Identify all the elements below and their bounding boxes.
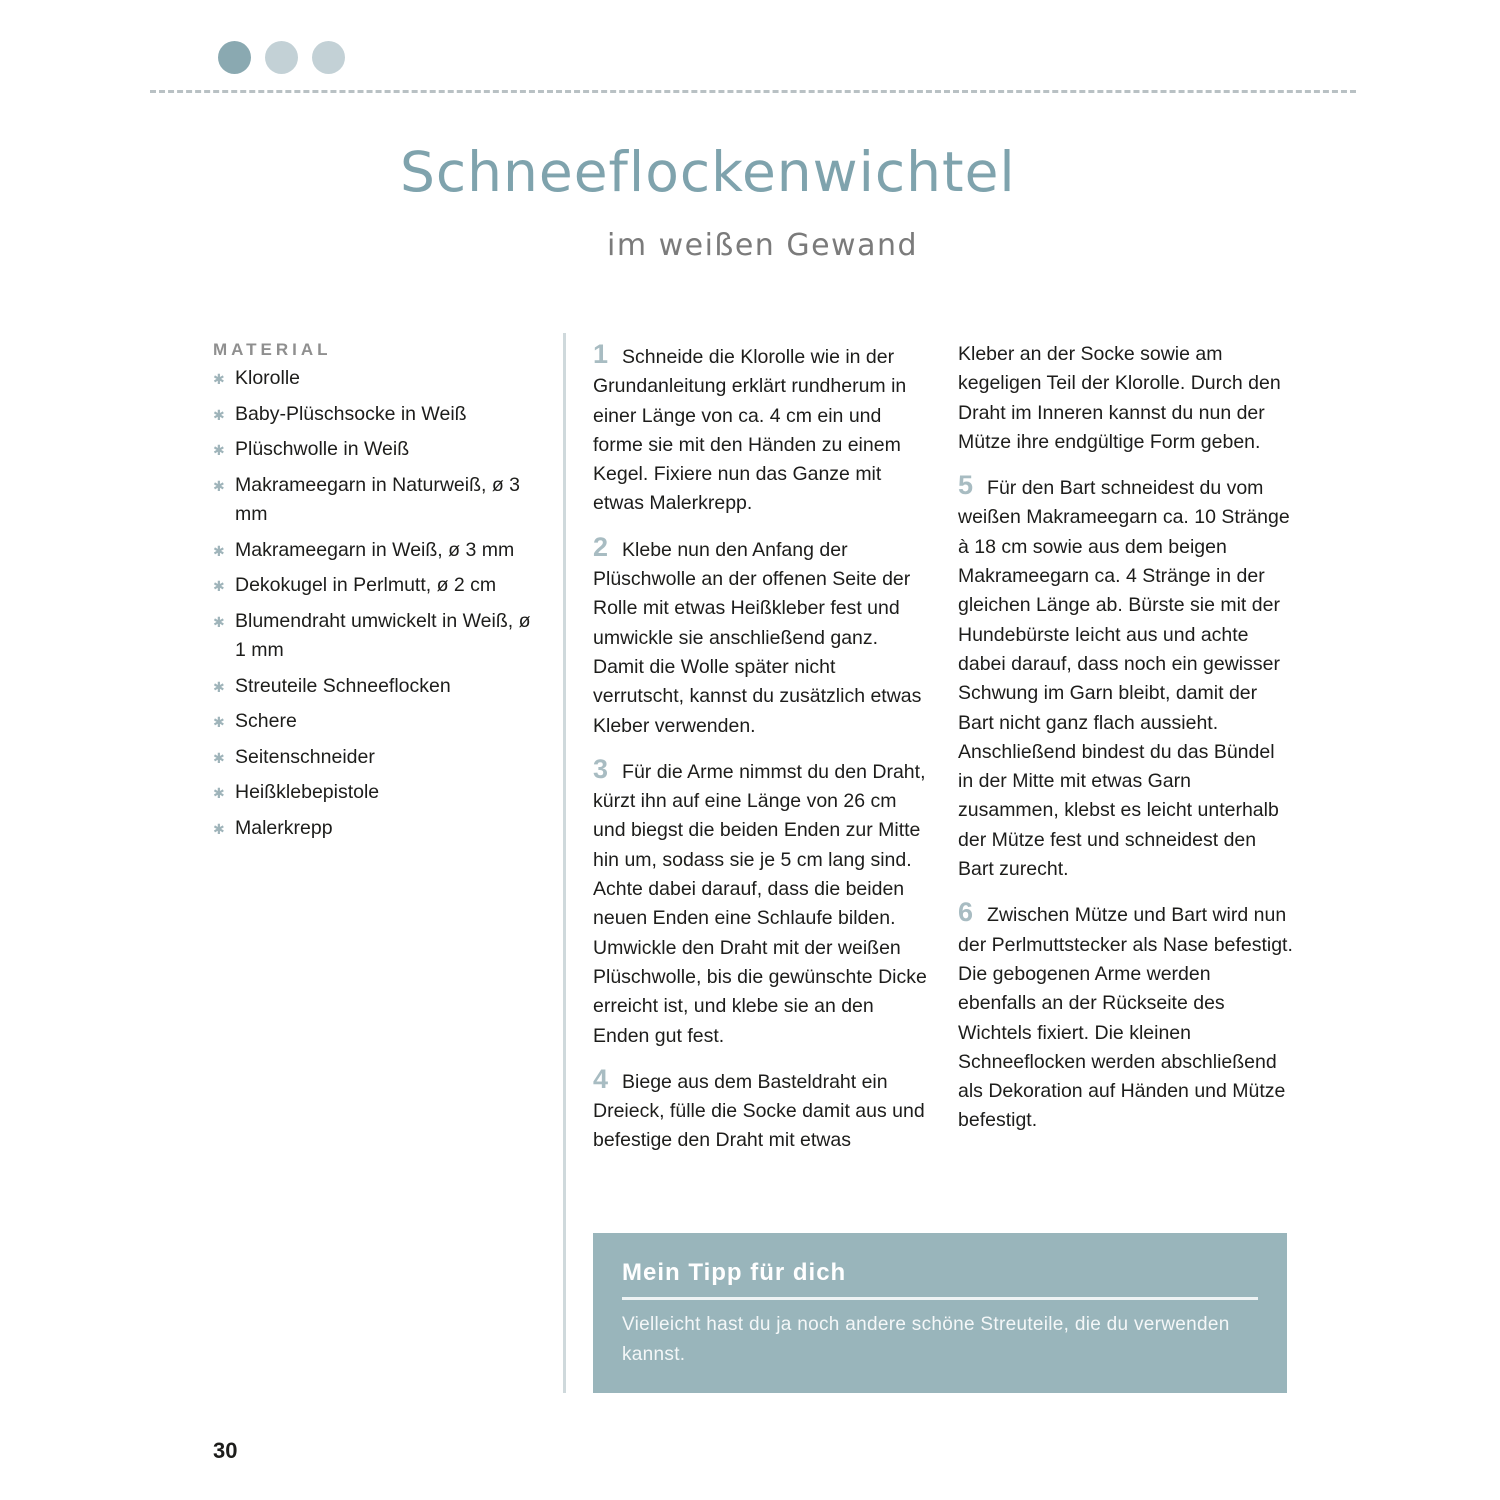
asterisk-bullet-icon: ✱ [213, 542, 225, 559]
page-title: Schneeflockenwichtel [400, 140, 1016, 204]
material-heading: MATERIAL [213, 340, 332, 359]
step-3 [593, 755, 928, 1051]
progress-dot-1 [218, 41, 251, 74]
step-5 [958, 471, 1293, 884]
progress-dots [218, 41, 345, 74]
material-item: ✱ Makrameegarn in Naturweiß, ø 3 mm [213, 473, 521, 525]
asterisk-bullet-icon: ✱ [213, 785, 225, 801]
progress-dot-2 [265, 41, 298, 74]
asterisk-bullet-icon: ✱ [213, 678, 225, 695]
material-item: ✱ Malerkrepp [213, 814, 543, 844]
asterisk-bullet-icon: ✱ [213, 442, 225, 458]
step-number: 2 [593, 531, 609, 562]
material-list-section [213, 340, 543, 849]
material-item: ✱ Schere [213, 707, 543, 737]
instructions-column-1 [593, 340, 928, 1170]
step-4 [593, 1065, 928, 1156]
step-text: Zwischen Mütze und Bart wird nun der Perlmuttstecker als Nase befestigt. Die gebogenen Arme werden ebenfalls an der Rückseite des Wichtels fixiert. Die kleinen Schneeflocken werden abschließend als Dekoration auf Händen und Mütze befestigt. [958, 904, 1293, 1132]
asterisk-bullet-icon: ✱ [213, 371, 225, 387]
page-number: 30 [213, 1438, 238, 1463]
step-number: 5 [958, 470, 974, 501]
column-divider [563, 333, 566, 1393]
tip-text: Vielleicht hast du ja noch andere schöne Streuteile, die du verwenden kannst. [622, 1314, 1230, 1365]
page-subtitle: im weißen Gewand [607, 228, 919, 263]
asterisk-bullet-icon: ✱ [213, 714, 225, 730]
material-item: ✱ Baby-Plüschsocke in Weiß [213, 400, 543, 430]
material-item: ✱ Streuteile Schneeflocken [213, 672, 543, 702]
material-item: ✱ Seitenschneider [213, 743, 543, 773]
asterisk-bullet-icon: ✱ [213, 406, 225, 423]
material-item: ✱ Makrameegarn in Weiß, ø 3 mm [213, 536, 543, 566]
material-item: ✱ Heißklebepistole [213, 778, 543, 808]
step-number: 1 [593, 339, 609, 369]
step-text: Kleber an der Socke sowie am kegeligen Teil der Klorolle. Durch den Draht im Inneren kannst du nun der Mütze ihre endgültige Form geben. [958, 343, 1281, 453]
step-text: Schneide die Klorolle wie in der Grundanleitung erklärt rundherum in einer Länge von ca. 4 cm ein und forme sie mit den Händen zu einem Kegel. Fixiere nun das Ganze mit etwas Malerkrepp. [593, 346, 907, 515]
asterisk-bullet-icon: ✱ [213, 578, 225, 594]
asterisk-bullet-icon: ✱ [213, 477, 225, 494]
asterisk-bullet-icon: ✱ [213, 820, 225, 837]
step-text: Für die Arme nimmst du den Draht, kürzt ihn auf eine Länge von 26 cm und biegst die beiden Enden zur Mitte hin um, sodass sie je 5 cm lang sind. Achte dabei darauf, dass die beiden neuen Enden eine Schlaufe bilden. Umwickle den Draht mit der weißen Plüschwolle, bis die gewünschte Dicke erreicht ist, und klebe sie an den Enden gut fest. [593, 760, 927, 1047]
progress-dot-3 [312, 41, 345, 74]
material-item: ✱ Plüschwolle in Weiß [213, 435, 543, 465]
asterisk-bullet-icon: ✱ [213, 749, 225, 766]
step-1 [593, 340, 928, 519]
tip-title: Mein Tipp für dich [622, 1259, 1258, 1300]
asterisk-bullet-icon: ✱ [213, 613, 225, 630]
header-dashed-divider [150, 90, 1356, 93]
step-4-continuation [958, 340, 1293, 457]
material-item: ✱ Dekokugel in Perlmutt, ø 2 cm [213, 571, 543, 601]
tip-box [593, 1233, 1287, 1393]
step-text: Für den Bart schneidest du vom weißen Makrameegarn ca. 10 Stränge à 18 cm sowie aus dem beigen Makrameegarn ca. 4 Stränge in der gleichen Länge ab. Bürste sie mit der Hundebürste leicht aus und achte dabei darauf, dass noch ein gewisser Schwung im Garn bleibt, damit der Bart nicht ganz flach aussieht. Anschließend bindest du das Bündel in der Mitte mit etwas Garn zusammen, klebst es leicht unterhalb der Mütze fest und schneidest den Bart zurecht. [958, 477, 1290, 881]
material-item: ✱ Klorolle [213, 364, 543, 394]
step-number: 4 [593, 1063, 609, 1094]
step-6 [958, 898, 1293, 1135]
instructions-column-2 [958, 340, 1293, 1150]
step-number: 6 [958, 897, 974, 928]
step-text: Klebe nun den Anfang der Plüschwolle an der offenen Seite der Rolle mit etwas Heißkleber fest und umwickle sie anschließend ganz. Damit die Wolle später nicht verrutscht, kannst du zusätzlich etwas Kleber verwenden. [593, 538, 922, 737]
step-number: 3 [593, 753, 609, 784]
material-item: ✱ Blumendraht umwickelt in Weiß, ø 1 mm [213, 609, 531, 661]
material-list [213, 364, 543, 843]
step-text: Biege aus dem Basteldraht ein Dreieck, fülle die Socke damit aus und befestige den Draht mit etwas [593, 1070, 925, 1152]
step-2 [593, 533, 928, 741]
